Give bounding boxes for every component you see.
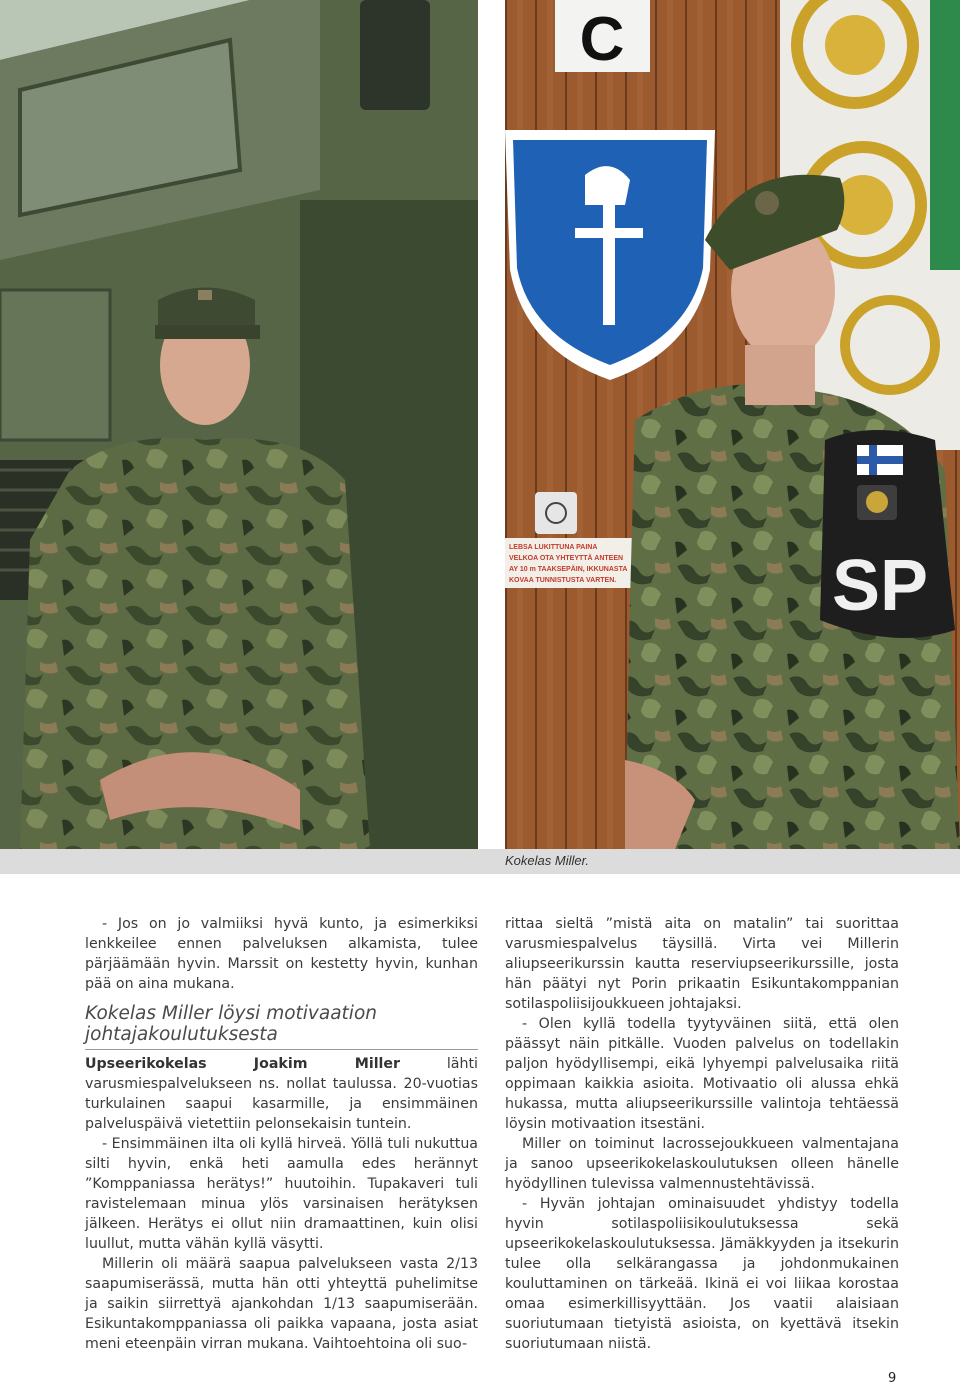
lead-paragraph xyxy=(85,1054,478,1134)
kokelas-miller-image xyxy=(505,0,960,849)
paragraph: - Olen kyllä todella tyytyväinen siitä, että olen päässyt näin pitkälle. Vuoden palvelus on todellakin paljon hyödyllisempi, eikä lyhyempi palvelusaika riitä oppimaan kaikkia asioita. Motivaatio oli alussa ehkä hukassa, mutta aliupseerikurssille valintoja tehtäessä löysin motivaation itsestäni. xyxy=(505,1016,899,1132)
photo-kokelas-miller xyxy=(505,0,960,849)
lead-text: lähti varusmiespalvelukseen ns. nollat taulussa. 20-vuotias turkulainen saapui kasarmille, ja ensimmäinen palveluspäivä vietettiin pelonsekaisin tuntein. xyxy=(85,1056,478,1132)
article-heading: Kokelas Miller löysi motivaation johtajakoulutuksesta xyxy=(85,1003,478,1050)
sp-armband xyxy=(820,430,955,638)
page-number: 9 xyxy=(888,1371,897,1386)
caption-band xyxy=(0,849,960,874)
paragraph: Millerin oli määrä saapua palvelukseen vasta 2/13 saapumiserässä, mutta hän otti yhteyttä puhelimitse ja saikin siirrettyä ajankohdan 1/13 saapumiserään. Esikuntakomppaniassa oli paikka vapaana, josta asiat meni eteenpäin virran mukana. Vaihtoehtoina oli suo- xyxy=(85,1256,478,1352)
armband-text: SP xyxy=(831,546,929,626)
paragraph: - Hyvän johtajan ominaisuudet yhdistyy todella hyvin sotilaspoliisikoulutuksessa sekä upseerikokelaskoulutuksessa. Jämäkkyyden ja itsekurin tulee olla selkärangassa ja johdonmukainen kouluttaminen on tärkeää. Ikinä ei voi liikaa korostaa omaa esimerkillisyyttään. Jos vaatii alaisiaan suoriutumaan tietyistä asioista, on kyettävä itsekin suoriutumaan niistä. xyxy=(505,1196,899,1352)
left-column xyxy=(85,914,478,1354)
paragraph: - Ensimmäinen ilta oli kyllä hirveä. Yöllä tuli nukuttua silti hyvin, enkä heti aamulla edes herännyt ”Komppaniassa herätys!” huutoihin. Tupakaveri tuli ravistelemaan minua ylös varsinaisen herätyksen jälkeen. Herätys ei ollut niin dramaattinen, kuin olisi luullut, mutta vähän kyllä väsytti. xyxy=(85,1136,479,1252)
svg-text:LEBSA LUKITTUNA PAINA: LEBSA LUKITTUNA PAINA VELKOA OTA YHTEYTTÄ ANTEEN AY 10 m TAAKSEPÄIN, IKKUNASTA KOVAA TUNNISTUSTA VARTEN. xyxy=(509,544,628,584)
paragraph: rittaa sieltä ”mistä aita on matalin” tai suorittaa varusmiespalvelus täysillä. Virta vei Millerin aliupseerikurssin kautta reserviupseerikurssille, josta hän päätyi nyt Porin prikaatin Esikuntakomppanian sotilaspoliisijoukkueen johtajaksi. xyxy=(505,916,899,1012)
sign-letter: C xyxy=(579,5,625,74)
soldier-truck-image xyxy=(0,0,478,849)
photo-caption: Kokelas Miller. xyxy=(505,853,590,868)
lead-name: Upseerikokelas Joakim Miller xyxy=(85,1056,401,1072)
paragraph: Miller on toiminut lacrossejoukkueen valmentajana ja sanoo upseerikokelaskoulutuksen olleen hänelle hyödyllinen tulevissa valmennustehtävissä. xyxy=(505,1136,899,1192)
right-column xyxy=(505,914,899,1354)
notice-sign xyxy=(505,538,640,588)
paragraph: - Jos on jo valmiiksi hyvä kunto, ja esimerkiksi lenkkeilee ennen palveluksen alkamista, tulee pärjäämään hyvin. Marssit on kestetty hyvin, kunhan pää on aina mukana. xyxy=(85,916,478,992)
photo-soldier-truck xyxy=(0,0,478,849)
